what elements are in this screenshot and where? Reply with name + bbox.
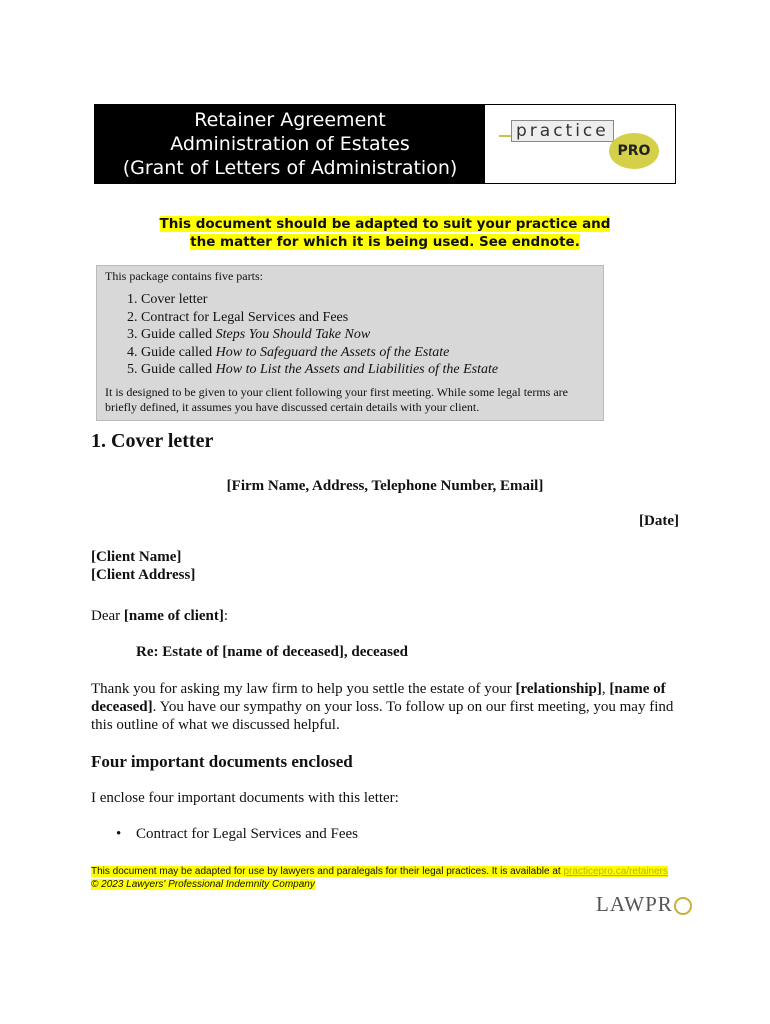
logo-pro-badge: PRO: [609, 133, 659, 169]
header-title: [95, 105, 485, 183]
subheading: Four important documents enclosed: [91, 752, 353, 771]
package-item-text: 4. Guide called: [127, 344, 216, 360]
package-item: [127, 291, 498, 309]
para-text: ,: [601, 681, 610, 697]
enclose-sentence: I enclose four important documents with this letter:: [91, 790, 399, 806]
salutation-prefix: Dear: [91, 608, 124, 624]
document-header: [94, 104, 676, 184]
re-line: Re: Estate of [name of deceased], deceased: [136, 644, 409, 660]
footer-text: This document may be adapted for use by lawyers and paralegals for their legal practices. It is available at: [91, 866, 564, 877]
package-item: [127, 326, 498, 344]
letter-date: [Date]: [639, 513, 679, 529]
bullet-text: Contract for Legal Services and Fees: [136, 826, 359, 842]
package-item-italic: Steps You Should Take Now: [215, 327, 371, 342]
section-heading: 1. Cover letter: [91, 430, 214, 452]
salutation-name: [name of client]: [123, 608, 224, 624]
package-closing: It is designed to be given to your client following your first meeting. While some legal terms are briefly defined, it assumes you have discussed certain details with your client.: [105, 385, 569, 414]
lawpro-o-icon: [674, 897, 692, 915]
footer-notice: [91, 866, 681, 891]
adaptation-notice: [100, 215, 670, 251]
package-item: [127, 309, 498, 327]
practicepro-link[interactable]: practicepro.ca/retainers: [563, 866, 668, 877]
logo-practice-text: practice: [511, 120, 614, 142]
client-block: [91, 548, 195, 584]
title-line-2: Administration of Estates: [170, 133, 410, 155]
intro-paragraph: [91, 680, 681, 734]
package-item-italic: How to List the Assets and Liabilities of the Estate: [215, 362, 499, 377]
footer-copyright: © 2023 Lawyers' Professional Indemnity Company: [91, 878, 315, 890]
notice-line-1: This document should be adapted to suit your practice and: [159, 216, 611, 232]
package-item: [127, 361, 498, 379]
package-summary-box: [96, 265, 604, 421]
package-item-italic: How to Safeguard the Assets of the Estate: [215, 344, 450, 360]
package-item-text: 1. Cover letter: [127, 292, 208, 307]
package-list: [127, 291, 498, 379]
package-item-text: 3. Guide called: [127, 327, 216, 342]
lawpro-logo-text: LAWPR: [596, 892, 673, 916]
practicepro-logo: [485, 105, 675, 183]
package-item-text: 5. Guide called: [127, 362, 216, 377]
firm-details: [Firm Name, Address, Telephone Number, Email]: [226, 478, 544, 494]
salutation: [91, 608, 228, 625]
client-name: [Client Name]: [91, 549, 182, 565]
para-bold: [relationship]: [515, 681, 602, 697]
package-item-text: 2. Contract for Legal Services and Fees: [127, 309, 349, 325]
title-line-3: (Grant of Letters of Administration): [122, 157, 458, 179]
notice-line-2: the matter for which it is being used. See endnote.: [190, 234, 580, 250]
para-text: Thank you for asking my law firm to help you settle the estate of your: [91, 681, 516, 697]
title-line-1: Retainer Agreement: [194, 109, 386, 131]
bullet-item: [116, 826, 358, 843]
package-item: [127, 344, 498, 362]
lawpro-logo: [596, 892, 692, 917]
bullet-icon: •: [116, 826, 122, 842]
client-address: [Client Address]: [91, 567, 196, 583]
salutation-suffix: :: [223, 608, 229, 624]
para-text: . You have our sympathy on your loss. To follow up on our first meeting, you may find this outline of what we discussed helpful.: [91, 699, 674, 733]
para-bold: [name of deceased]: [91, 681, 666, 715]
package-intro: This package contains five parts:: [105, 269, 263, 283]
